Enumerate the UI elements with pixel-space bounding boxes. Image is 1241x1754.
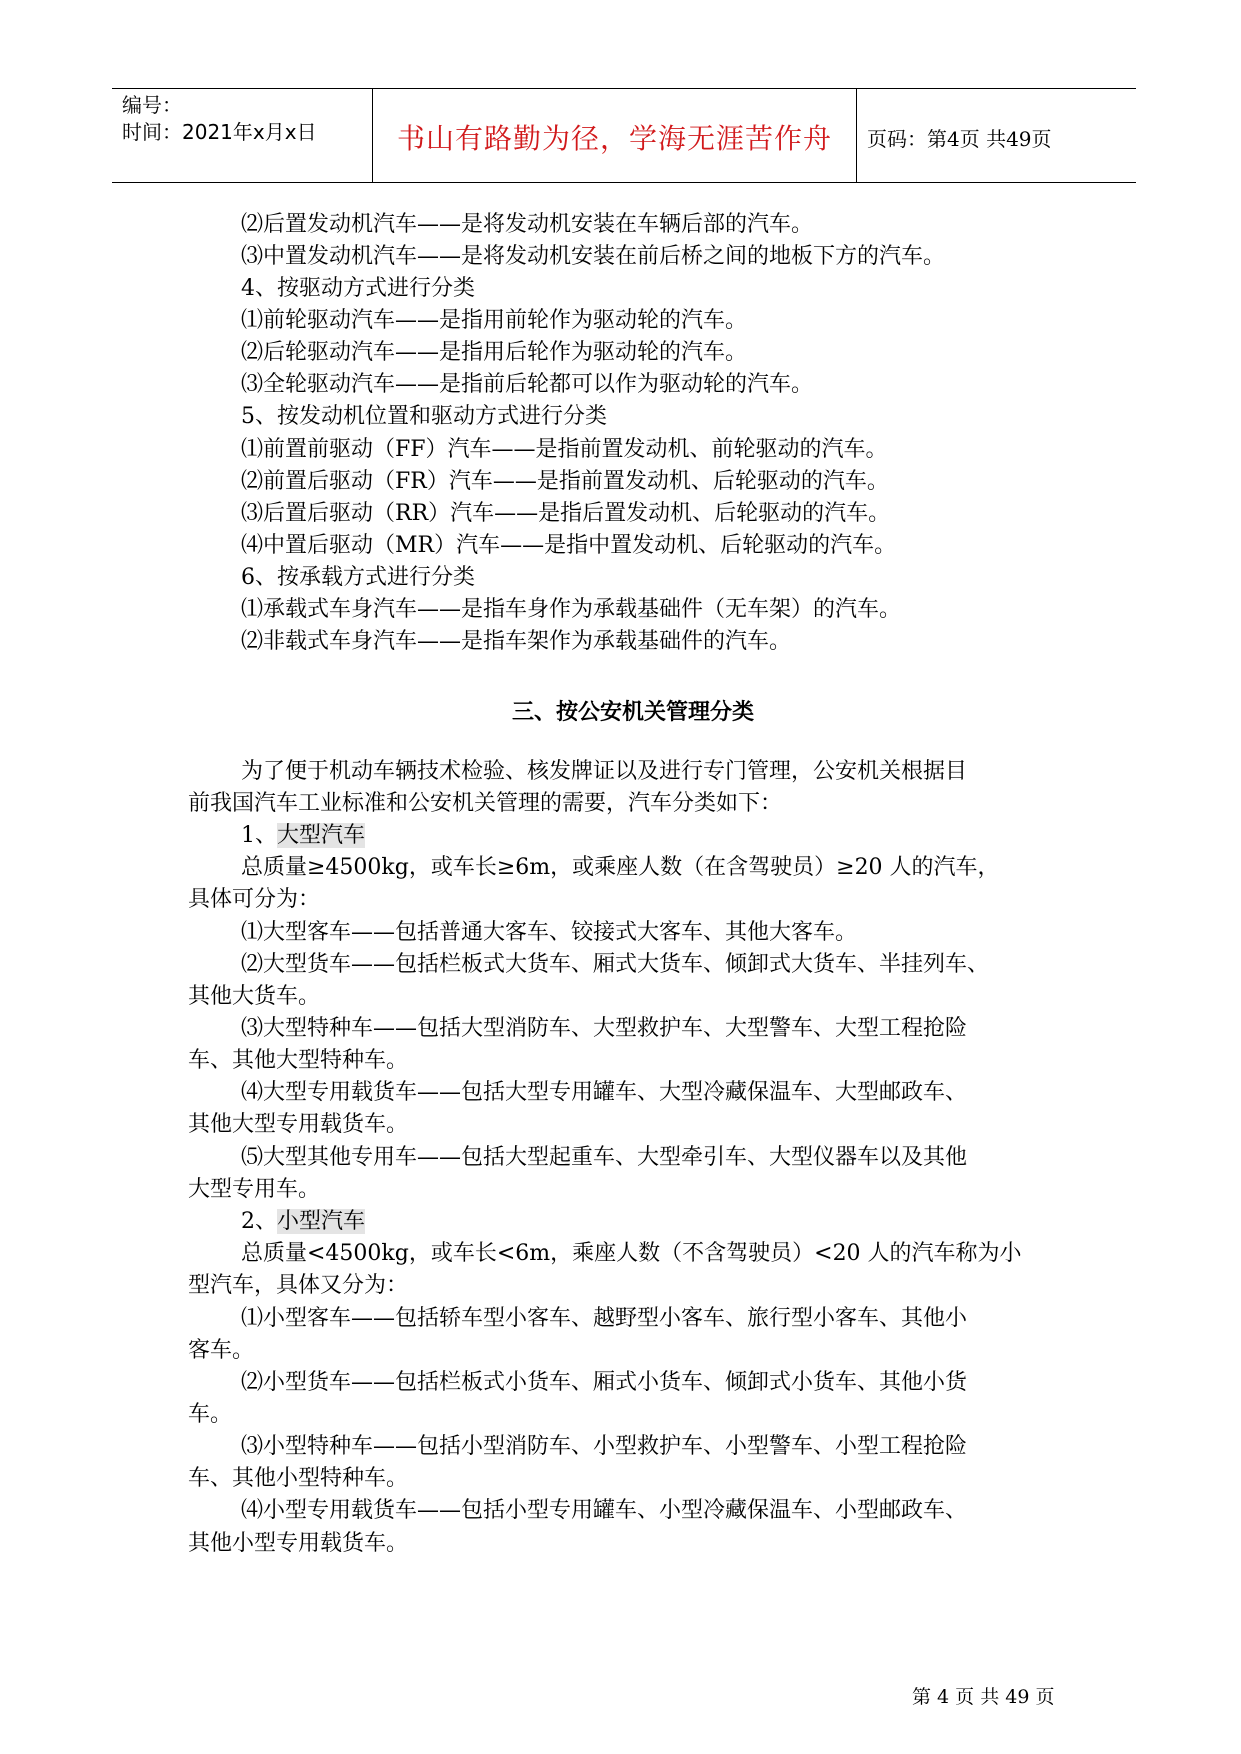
- body-line: ⑴承载式车身汽车——是指车身作为承载基础件（无车架）的汽车。: [241, 597, 902, 622]
- header-page-code: 页码：第4页 共49页: [867, 127, 1052, 151]
- small-desc-line: 总质量<4500kg，或车长<6m，乘座人数（不含驾驶员）<20 人的汽车称为小: [241, 1241, 1022, 1266]
- section-title: 三、按公安机关管理分类: [511, 700, 754, 725]
- large-item-cont: 其他大型专用载货车。: [188, 1112, 409, 1137]
- small-item: ⑷小型专用载货车——包括小型专用罐车、小型冷藏保温车、小型邮政车、: [241, 1498, 968, 1523]
- header-left-cell: [112, 89, 372, 182]
- body-line: ⑴前轮驱动汽车——是指用前轮作为驱动轮的汽车。: [241, 308, 748, 333]
- small-item-cont: 车、其他小型特种车。: [188, 1466, 409, 1491]
- large-item: ⑶大型特种车——包括大型消防车、大型救护车、大型警车、大型工程抢险: [241, 1016, 968, 1041]
- subheading: 5、按发动机位置和驱动方式进行分类: [241, 404, 607, 429]
- body-line: ⑵后轮驱动汽车——是指用后轮作为驱动轮的汽车。: [241, 340, 748, 365]
- body-line: ⑵前置后驱动（FR）汽车——是指前置发动机、后轮驱动的汽车。: [241, 469, 889, 494]
- header-motto: 书山有路勤为径，学海无涯苦作舟: [396, 122, 832, 155]
- page-header: [112, 88, 1136, 183]
- intro-line: 前我国汽车工业标准和公安机关管理的需要，汽车分类如下：: [188, 791, 783, 816]
- small-item: ⑶小型特种车——包括小型消防车、小型救护车、小型警车、小型工程抢险: [241, 1434, 968, 1459]
- small-desc-line: 型汽车，具体又分为：: [188, 1273, 409, 1298]
- header-right-cell: [855, 89, 1136, 182]
- header-middle-cell: [372, 89, 857, 182]
- large-item-cont: 其他大货车。: [188, 984, 321, 1009]
- body-line: ⑶中置发动机汽车——是将发动机安装在前后桥之间的地板下方的汽车。: [241, 244, 946, 269]
- small-item: ⑵小型货车——包括栏板式小货车、厢式小货车、倾卸式小货车、其他小货: [241, 1370, 968, 1395]
- small-item-cont: 其他小型专用载货车。: [188, 1531, 409, 1556]
- body-line: ⑶后置后驱动（RR）汽车——是指后置发动机、后轮驱动的汽车。: [241, 501, 891, 526]
- body-line: ⑵后置发动机汽车——是将发动机安装在车辆后部的汽车。: [241, 212, 814, 237]
- large-item: ⑷大型专用载货车——包括大型专用罐车、大型冷藏保温车、大型邮政车、: [241, 1080, 968, 1105]
- small-vehicle-number: 2、: [241, 1209, 277, 1234]
- large-item: ⑴大型客车——包括普通大客车、铰接式大客车、其他大客车。: [241, 920, 858, 945]
- small-vehicle-title: 小型汽车: [277, 1209, 366, 1234]
- large-item-cont: 大型专用车。: [188, 1177, 321, 1202]
- page-footer: 第 4 页 共 49 页: [912, 1686, 1055, 1708]
- small-item-cont: 客车。: [188, 1338, 255, 1363]
- large-item: ⑸大型其他专用车——包括大型起重车、大型牵引车、大型仪器车以及其他: [241, 1145, 968, 1170]
- body-line: ⑴前置前驱动（FF）汽车——是指前置发动机、前轮驱动的汽车。: [241, 437, 888, 462]
- body-line: ⑵非载式车身汽车——是指车架作为承载基础件的汽车。: [241, 629, 792, 654]
- large-desc-line: 具体可分为：: [188, 887, 321, 912]
- subheading: 6、按承载方式进行分类: [241, 565, 475, 590]
- large-vehicle-heading: [241, 820, 365, 852]
- small-item: ⑴小型客车——包括轿车型小客车、越野型小客车、旅行型小客车、其他小: [241, 1306, 968, 1331]
- large-item: ⑵大型货车——包括栏板式大货车、厢式大货车、倾卸式大货车、半挂列车、: [241, 952, 990, 977]
- large-vehicle-number: 1、: [241, 823, 277, 848]
- body-line: ⑶全轮驱动汽车——是指前后轮都可以作为驱动轮的汽车。: [241, 372, 814, 397]
- document-date: 时间：2021年x月x日: [122, 120, 317, 144]
- small-vehicle-heading: [241, 1206, 365, 1238]
- small-item-cont: 车。: [188, 1402, 233, 1427]
- large-vehicle-title: 大型汽车: [277, 823, 366, 848]
- large-desc-line: 总质量≥4500kg，或车长≥6m，或乘座人数（在含驾驶员）≥20 人的汽车，: [241, 855, 1000, 880]
- intro-line: 为了便于机动车辆技术检验、核发牌证以及进行专门管理，公安机关根据目: [241, 759, 968, 784]
- document-number-label: 编号：: [122, 93, 182, 117]
- large-item-cont: 车、其他大型特种车。: [188, 1048, 409, 1073]
- body-line: ⑷中置后驱动（MR）汽车——是指中置发动机、后轮驱动的汽车。: [241, 533, 897, 558]
- subheading: 4、按驱动方式进行分类: [241, 276, 475, 301]
